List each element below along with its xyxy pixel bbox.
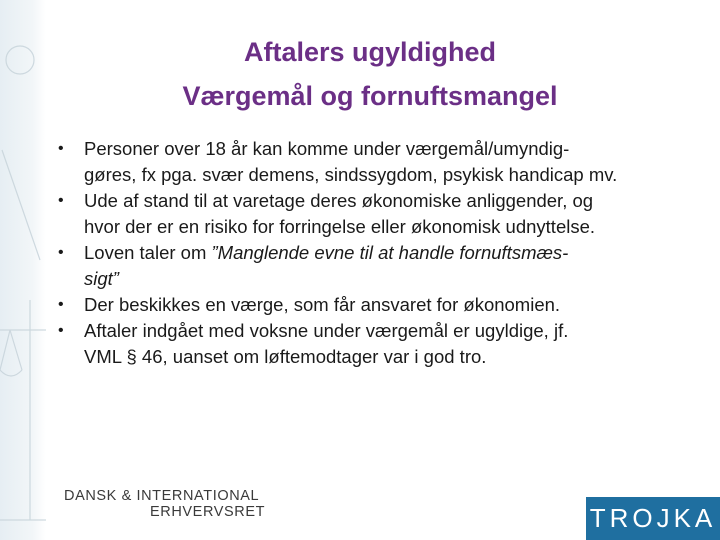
bullet-text-line: gøres, fx pga. svær demens, sindssygdom, psykisk handicap mv. [84,164,618,185]
institute-logo-line-2: ERHVERVSRET [150,504,266,520]
bullet-glyph: • [58,192,64,209]
title-line-1: Aftalers ugyldighed [243,37,497,67]
bullet-glyph: • [58,322,64,339]
bullet-item [56,188,706,240]
title-line-2: Værgemål og fornuftsmangel [182,81,558,111]
bullet-text-line: Der beskikkes en værge, som får ansvaret for økonomien. [84,294,561,315]
scales-of-justice-icon [0,0,46,540]
bullet-glyph: • [58,244,64,261]
bullet-glyph: • [58,296,64,313]
bullet-item [56,292,706,318]
bullet-item [56,318,706,370]
bullet-text-line: Ude af stand til at varetage deres økonomiske anliggender, og [84,190,594,211]
left-decorative-bar [0,0,46,540]
bullet-list [56,136,706,370]
bullet-prefix: Loven taler om [84,242,212,263]
bullet-text-line: VML § 46, uanset om løftemodtager var i god tro. [84,346,487,367]
bullet-text-line: hvor der er en risiko for forringelse eller økonomisk udnyttelse. [84,216,596,237]
institute-logo [64,488,265,520]
slide-title [60,30,680,118]
bullet-item [56,136,706,188]
bullet-text-line: Personer over 18 år kan komme under værgemål/umyndig- [84,138,570,159]
bullet-text-line [84,240,706,266]
trojka-brand-logo: TROJKA [586,497,720,540]
quoted-phrase: ”Manglende evne til at handle fornuftsmæs- [211,242,569,263]
institute-logo-line-1: DANSK & INTERNATIONAL [64,488,260,504]
bullet-glyph: • [58,140,64,157]
bullet-text-line: Aftaler indgået med voksne under værgemål er ugyldige, jf. [84,320,569,341]
quoted-phrase-continued: sigt” [84,268,119,289]
bullet-item [56,240,706,292]
